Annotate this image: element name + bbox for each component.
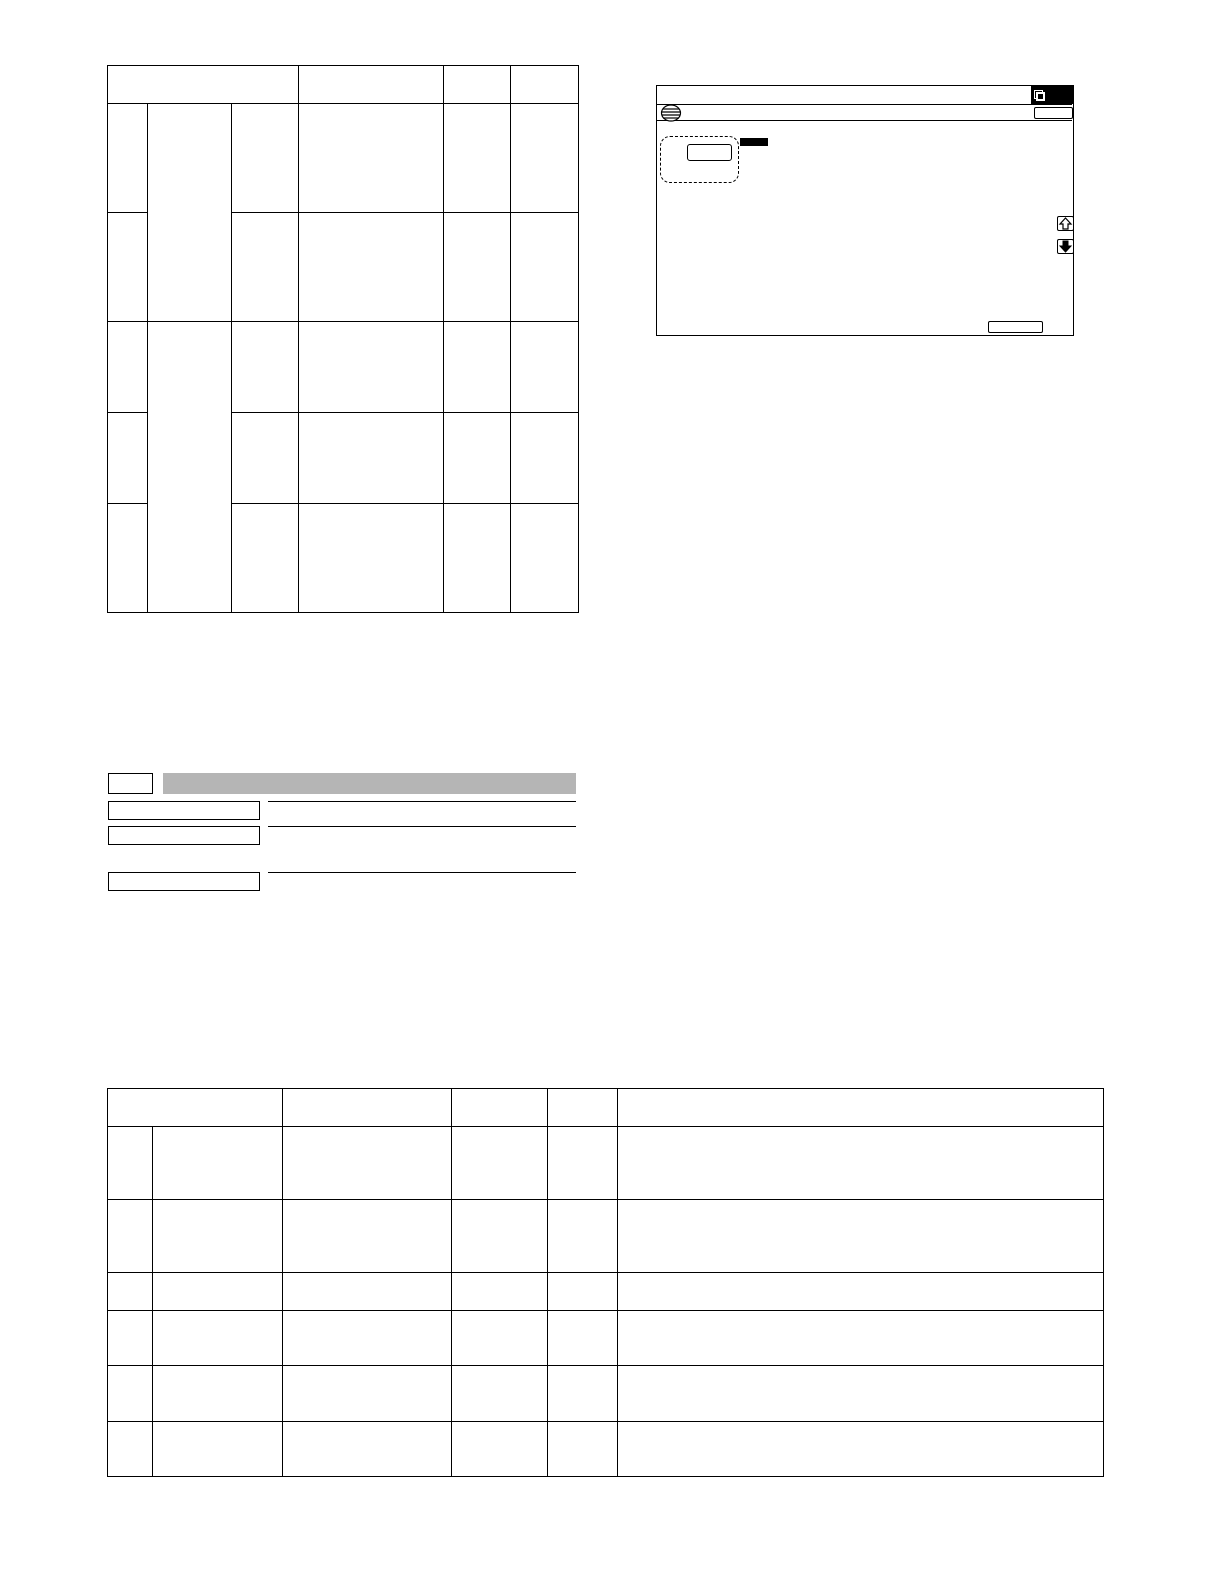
row-cell: [511, 322, 579, 413]
row-cell: [452, 1311, 548, 1366]
row-item: [153, 1366, 283, 1422]
section-code-box: [108, 773, 153, 794]
row-number: [108, 1200, 153, 1273]
setting-button[interactable]: [687, 144, 732, 161]
top-table: [107, 65, 579, 613]
row-item: [153, 1200, 283, 1273]
row-cell: [444, 213, 511, 322]
copy-mode-icon: [1034, 90, 1045, 101]
row-cell: [548, 1366, 618, 1422]
header-cell: [548, 1089, 618, 1127]
row-content: [283, 1200, 452, 1273]
row-cell: [511, 213, 579, 322]
row-number: [108, 1273, 153, 1311]
row-number: [108, 413, 148, 504]
row-content: [283, 1273, 452, 1311]
row-content: [299, 104, 444, 213]
row-content: [299, 504, 444, 613]
header-cell: [283, 1089, 452, 1127]
top-table-header: [108, 66, 579, 104]
row-cell: [444, 413, 511, 504]
section-rule: [268, 872, 576, 873]
table-row: [108, 1311, 1104, 1366]
header-cell: [618, 1089, 1104, 1127]
row-cell: [548, 1311, 618, 1366]
table-row: [108, 1422, 1104, 1477]
row-cell: [548, 1200, 618, 1273]
row-content: [283, 1366, 452, 1422]
header-cell: [444, 66, 511, 104]
section-rule: [268, 826, 576, 827]
screen-title-bar: [657, 86, 1072, 105]
row-cell: [452, 1127, 548, 1200]
section-label-box: [108, 826, 260, 845]
row-item: [232, 213, 299, 322]
row-content: [283, 1311, 452, 1366]
row-group: [148, 104, 232, 322]
bottom-action-button[interactable]: [988, 321, 1043, 333]
header-cell: [511, 66, 579, 104]
table-row: [108, 1366, 1104, 1422]
row-cell: [452, 1422, 548, 1477]
row-description: [618, 1422, 1104, 1477]
row-content: [299, 413, 444, 504]
row-content: [283, 1127, 452, 1200]
table-row: [108, 1200, 1104, 1273]
table-row: [108, 322, 579, 413]
header-cell: [108, 66, 299, 104]
row-item: [153, 1273, 283, 1311]
copy-mode-button[interactable]: [1031, 86, 1073, 104]
row-cell: [452, 1273, 548, 1311]
row-item: [153, 1127, 283, 1200]
row-number: [108, 504, 148, 613]
row-number: [108, 322, 148, 413]
row-content: [299, 213, 444, 322]
row-cell: [444, 504, 511, 613]
row-cell: [511, 504, 579, 613]
row-description: [618, 1273, 1104, 1311]
row-description: [618, 1127, 1104, 1200]
row-number: [108, 1127, 153, 1200]
section-title-bar: [163, 773, 576, 794]
row-cell: [548, 1127, 618, 1200]
row-cell: [444, 322, 511, 413]
row-content: [283, 1422, 452, 1477]
header-cell: [108, 1089, 283, 1127]
screen-section-bar: [657, 105, 1072, 121]
row-item: [232, 504, 299, 613]
section-label-box: [108, 801, 260, 820]
row-number: [108, 1422, 153, 1477]
scroll-up-icon: [1058, 217, 1073, 230]
row-number: [108, 1366, 153, 1422]
row-cell: [548, 1273, 618, 1311]
section-label-box: [108, 872, 260, 891]
row-cell: [452, 1200, 548, 1273]
row-cell: [452, 1366, 548, 1422]
row-content: [299, 322, 444, 413]
scroll-up-button[interactable]: [1057, 216, 1074, 231]
row-item: [232, 104, 299, 213]
row-cell: [511, 413, 579, 504]
header-cell: [452, 1089, 548, 1127]
header-cell: [299, 66, 444, 104]
row-number: [108, 1311, 153, 1366]
row-description: [618, 1200, 1104, 1273]
row-description: [618, 1311, 1104, 1366]
table-row: [108, 1273, 1104, 1311]
row-item: [232, 322, 299, 413]
row-item: [232, 413, 299, 504]
scroll-down-button[interactable]: [1057, 239, 1074, 254]
ok-button[interactable]: [1034, 107, 1073, 119]
row-item: [153, 1311, 283, 1366]
section-rule: [268, 801, 576, 802]
row-number: [108, 104, 148, 213]
scroll-down-icon: [1058, 240, 1073, 253]
row-cell: [511, 104, 579, 213]
table-row: [108, 1127, 1104, 1200]
row-cell: [548, 1422, 618, 1477]
list-icon: [660, 104, 682, 122]
row-group: [148, 322, 232, 613]
row-item: [153, 1422, 283, 1477]
selected-tag: [740, 138, 768, 146]
row-description: [618, 1366, 1104, 1422]
row-cell: [444, 104, 511, 213]
table-row: [108, 104, 579, 213]
bottom-table-header: [108, 1089, 1104, 1127]
row-number: [108, 213, 148, 322]
lcd-screen: [656, 85, 1074, 336]
bottom-table: [107, 1088, 1104, 1477]
